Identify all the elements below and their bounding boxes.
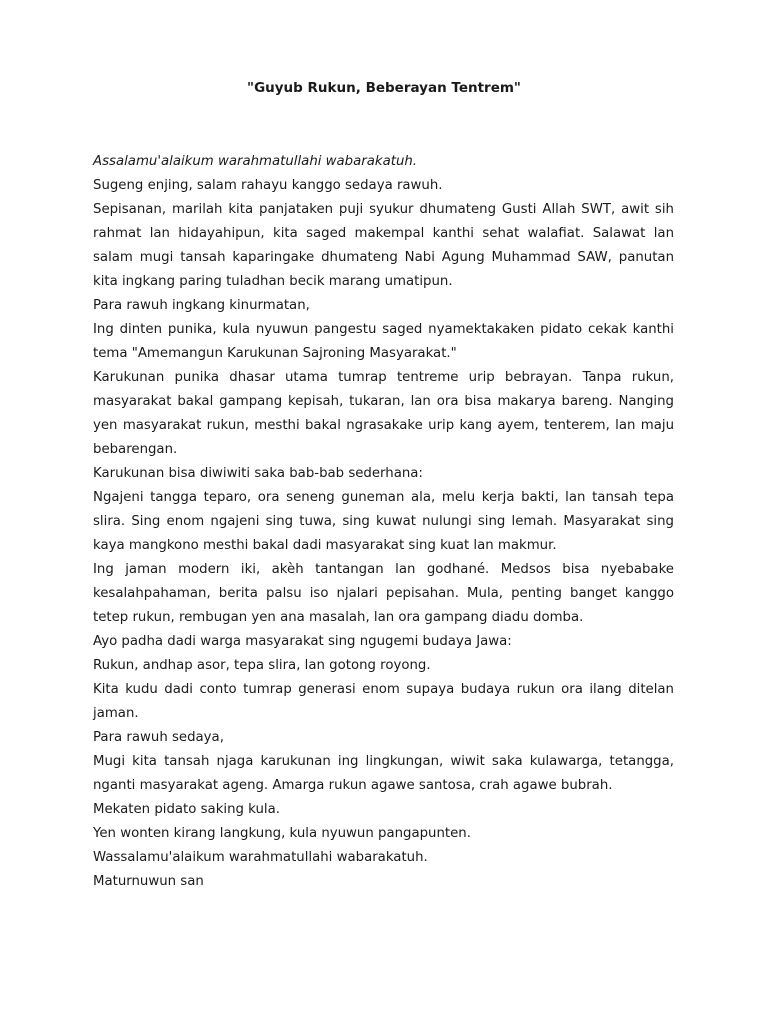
paragraph-theme: Ing dinten punika, kula nyuwun pangestu saged nyamektakaken pidato cekak kanthi tema "Amemangun Karukunan Sajroning Masyarakat." [93, 322, 674, 361]
speech-body [93, 150, 674, 894]
paragraph-thanks: Maturnuwun san [93, 874, 204, 889]
greeting-opening: Assalamu'alaikum warahmatullahi wabarakatuh. [93, 154, 418, 169]
paragraph-karukunan-basis: Karukunan punika dhasar utama tumrap tentreme urip bebrayan. Tanpa rukun, masyarakat bakal gampang kepisah, tukaran, lan ora bisa makarya bareng. Nanging yen masyarakat rukun, mesthi bakal ngrasakake urip kang ayem, tenterem, lan maju bebarengan. [93, 370, 674, 457]
paragraph-opening-prayer: Sepisanan, marilah kita panjataken puji syukur dhumateng Gusti Allah SWT, awit sih rahmat lan hidayahipun, kita saged makempal kanthi sehat walafiat. Salawat lan salam mugi tansah kaparingake dhumateng Nabi Agung Muhammad SAW, panutan kita ingkang paring tuladhan becik marang umatipun. [93, 202, 674, 289]
paragraph-values: Rukun, andhap asor, tepa slira, lan gotong royong. [93, 658, 431, 673]
paragraph-closing: Mekaten pidato saking kula. [93, 802, 280, 817]
greeting-closing: Wassalamu'alaikum warahmatullahi wabarakatuh. [93, 850, 428, 865]
paragraph-modern-era: Ing jaman modern iki, akèh tantangan lan godhané. Medsos bisa nyebabake kesalahpahaman, berita palsu iso njalari pepisahan. Mula, penting banget kanggo tetep rukun, rembugan yen ana masalah, lan ora gampang diadu domba. [93, 562, 674, 625]
paragraph-simple-steps: Karukunan bisa diwiwiti saka bab-bab sederhana: [93, 466, 423, 481]
page-title: "Guyub Rukun, Beberayan Tentrem" [247, 80, 521, 96]
paragraph-neighbors: Ngajeni tangga teparo, ora seneng guneman ala, melu kerja bakti, lan tansah tepa slira. Sing enom ngajeni sing tuwa, sing kuwat nulungi sing lemah. Masyarakat sing kaya mangkono mesthi bakal dadi masyarakat sing kuat lan makmur. [93, 490, 674, 553]
paragraph-address-all: Para rawuh sedaya, [93, 730, 224, 745]
paragraph-hope: Mugi kita tansah njaga karukunan ing lingkungan, wiwit saka kulawarga, tetangga, nganti masyarakat ageng. Amarga rukun agawe santosa, crah agawe bubrah. [93, 754, 674, 793]
paragraph-example: Kita kudu dadi conto tumrap generasi enom supaya budaya rukun ora ilang ditelan jaman. [93, 682, 674, 721]
greeting-salam: Sugeng enjing, salam rahayu kanggo sedaya rawuh. [93, 178, 443, 193]
paragraph-apology: Yen wonten kirang langkung, kula nyuwun pangapunten. [93, 826, 471, 841]
paragraph-address: Para rawuh ingkang kinurmatan, [93, 298, 310, 313]
paragraph-invitation: Ayo padha dadi warga masyarakat sing ngugemi budaya Jawa: [93, 634, 512, 649]
